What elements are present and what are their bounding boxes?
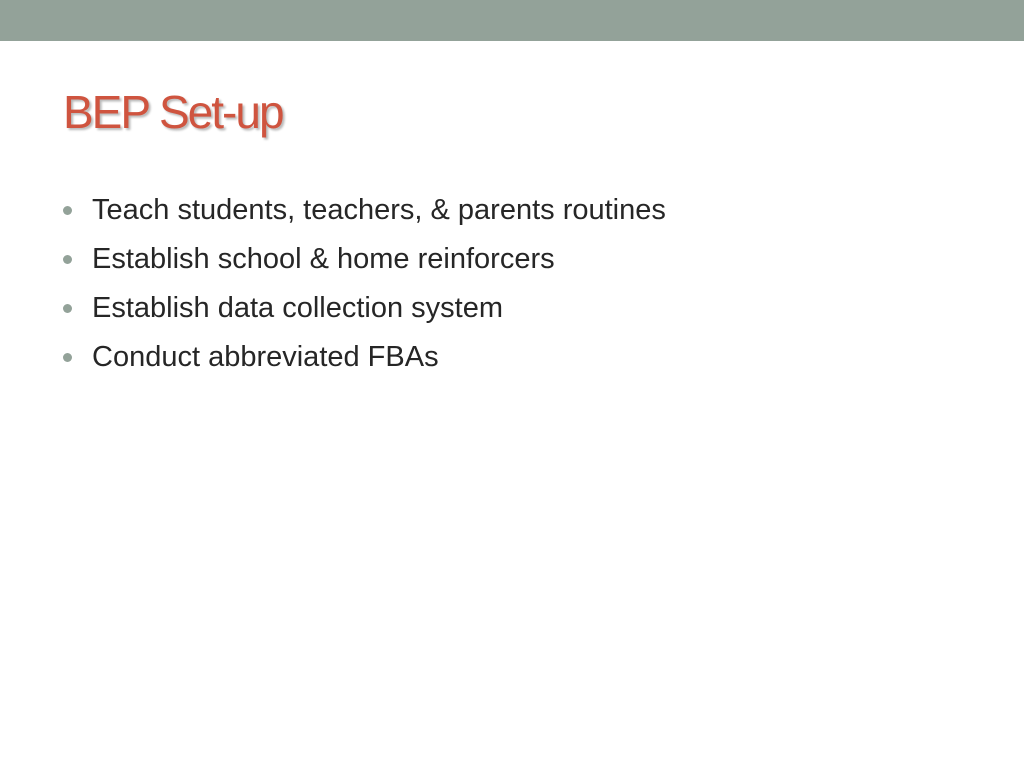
bullet-item <box>63 186 666 235</box>
bullet-text: Conduct abbreviated FBAs <box>92 341 439 373</box>
bullet-item <box>63 235 666 284</box>
bullet-dot-icon <box>63 353 72 362</box>
bullet-dot-icon <box>63 255 72 264</box>
bullet-dot-icon <box>63 206 72 215</box>
slide-title: BEP Set-up <box>63 86 283 138</box>
bullet-dot-icon <box>63 304 72 313</box>
bullet-list <box>63 186 666 382</box>
bullet-text: Establish data collection system <box>92 292 504 324</box>
top-accent-band <box>0 0 1024 41</box>
bullet-text: Establish school & home reinforcers <box>92 243 555 275</box>
bullet-item <box>63 284 666 333</box>
bullet-item <box>63 333 666 382</box>
bullet-text: Teach students, teachers, & parents routines <box>92 194 666 226</box>
